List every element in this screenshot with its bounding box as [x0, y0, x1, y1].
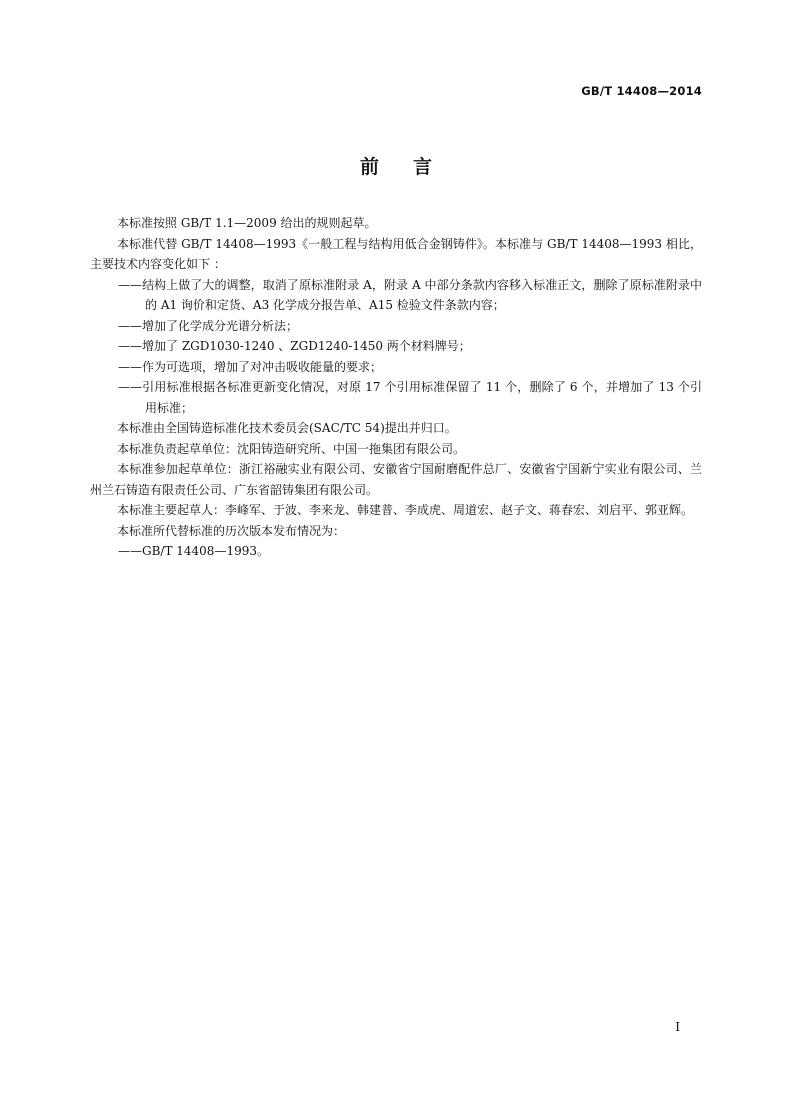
paragraph-history: 本标准所代替标准的历次版本发布情况为：	[117, 523, 346, 538]
page-title: 前言	[359, 156, 466, 178]
page-number: I	[675, 1020, 680, 1034]
paragraph-lead-drafters: 本标准负责起草单位：沈阳铸造研究所、中国一拖集团有限公司。	[117, 441, 466, 456]
list-item-structure-change: ——结构上做了大的调整，取消了原标准附录 A，附录 A 中部分条款内容移入标准正文，删除了原标准附录中的 A1 询价和定货、A3 化学成分报告单、A15 检验文件条款内容；	[118, 277, 702, 312]
list-item-referenced-standards: ——引用标准根据各标准更新变化情况，对原 17 个引用标准保留了 11 个，删除了 6 个，并增加了 13 个引用标准；	[118, 380, 702, 415]
list-item-material-grades: ——增加了 ZGD1030-1240 、ZGD1240-1450 两个材料牌号；	[118, 339, 471, 353]
list-item-impact-energy: ——作为可选项，增加了对冲击吸收能量的要求；	[118, 359, 383, 374]
list-item-previous-edition: ——GB/T 14408—1993。	[118, 544, 269, 558]
paragraph-participating-drafters: 本标准参加起草单位：浙江裕融实业有限公司、安徽省宁国耐磨配件总厂、安徽省宁国新宁实业有限公司、兰州兰石铸造有限责任公司、广东省韶铸集团有限公司。	[90, 462, 702, 497]
paragraph-proposed-by: 本标准由全国铸造标准化技术委员会(SAC/TC 54)提出并归口。	[117, 421, 457, 435]
paragraph-drafting-rules: 本标准按照 GB/T 1.1—2009 给出的规则起草。	[117, 216, 377, 230]
standard-code: GB/T 14408—2014	[581, 84, 702, 98]
paragraph-main-drafters: 本标准主要起草人：李峰军、于波、李来龙、韩建普、李成虎、周道宏、赵子文、蒋春宏、刘启平、郭亚辉。	[117, 503, 694, 517]
paragraph-replaces: 本标准代替 GB/T 14408—1993《一般工程与结构用低合金钢铸件》。本标准与 GB/T 14408—1993 相比，主要技术内容变化如下 ：	[90, 236, 702, 271]
document-body	[90, 213, 702, 562]
list-item-spectral-analysis: ——增加了化学成分光谱分析法；	[118, 318, 299, 333]
